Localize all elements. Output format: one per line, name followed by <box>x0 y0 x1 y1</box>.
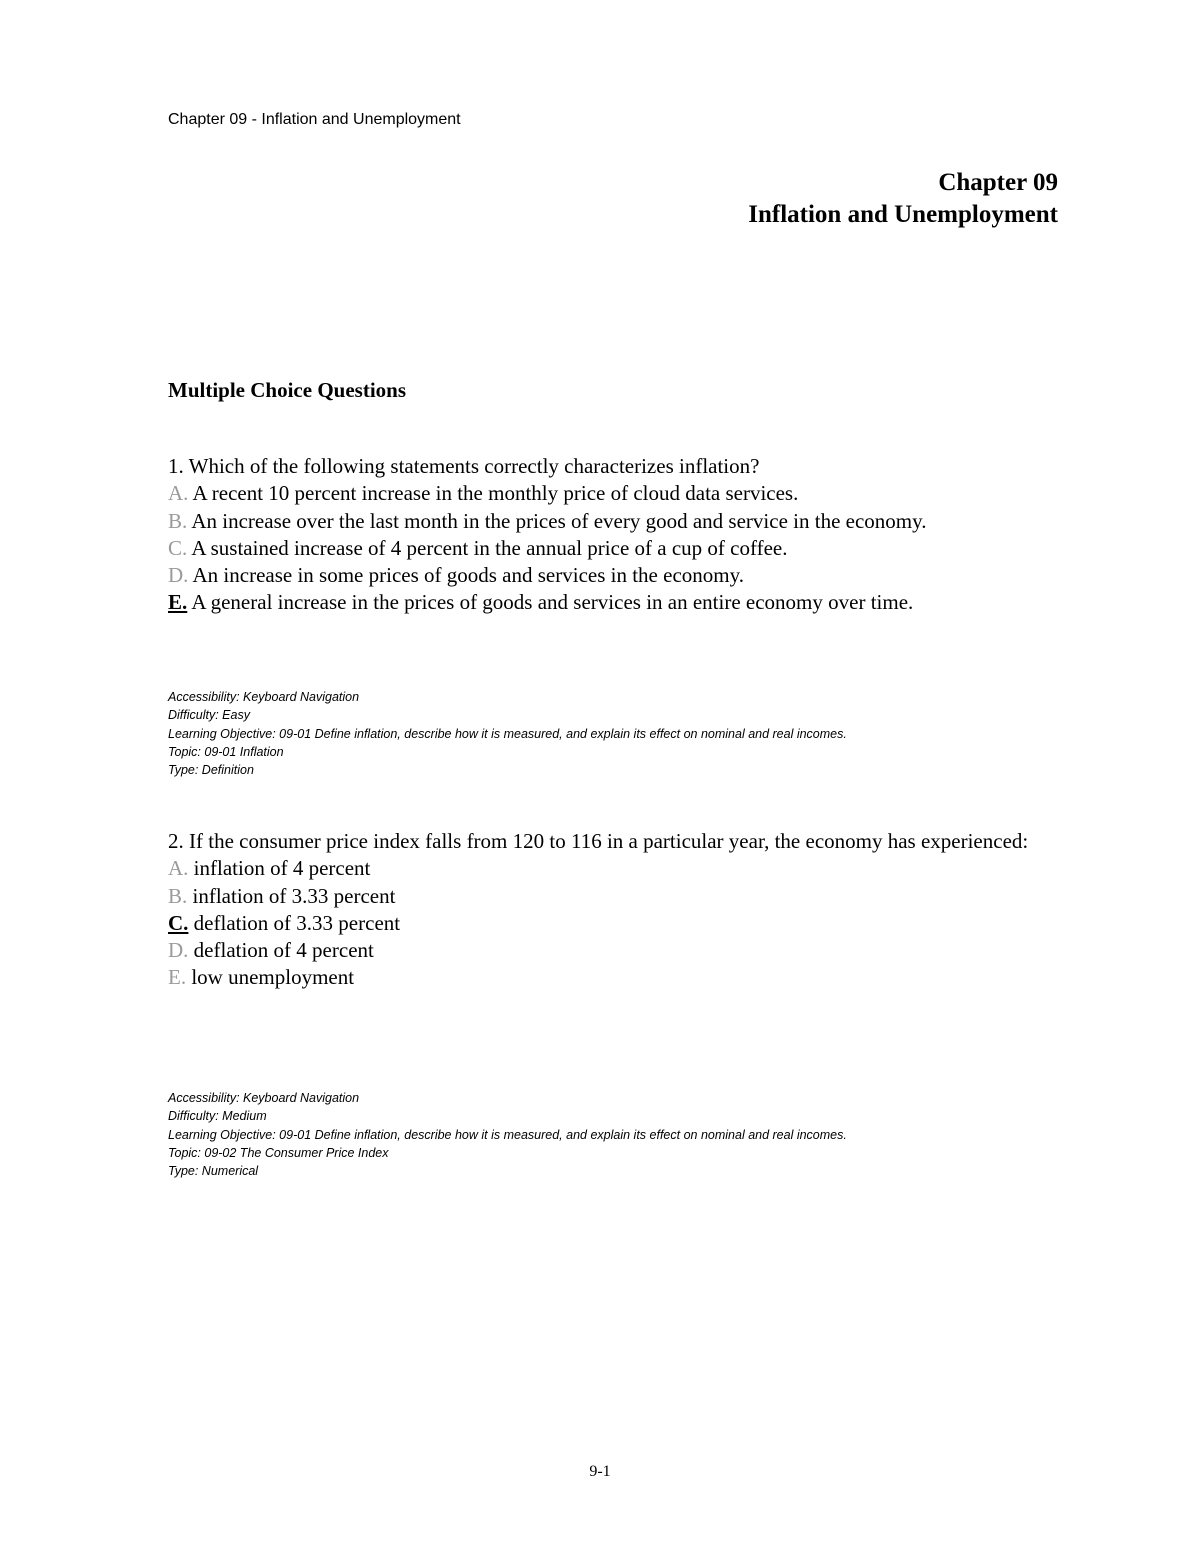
accessibility-tag: Accessibility: Keyboard Navigation <box>168 690 360 704</box>
section-heading: Multiple Choice Questions <box>168 378 407 402</box>
question-1 <box>168 453 1048 617</box>
chapter-title-block <box>748 167 1058 231</box>
correct-option-letter: E. <box>168 590 188 615</box>
option-letter: B. <box>168 883 188 908</box>
type-tag: Type: Definition <box>168 763 254 778</box>
answer-option-b <box>168 883 1048 910</box>
answer-option-d <box>168 937 1048 964</box>
option-text: A recent 10 percent increase in the monthly price of cloud data services. <box>188 481 799 506</box>
chapter-number: Chapter 09 <box>938 169 1058 196</box>
option-letter: B. <box>168 508 188 533</box>
option-letter: A. <box>168 856 189 881</box>
answer-option-e <box>168 589 1048 616</box>
question-2 <box>168 828 1048 992</box>
option-letter: A. <box>168 481 189 506</box>
answer-option-e <box>168 964 1048 991</box>
chapter-name: Inflation and Unemployment <box>748 201 1058 228</box>
option-letter: E. <box>168 965 187 990</box>
option-text: An increase in some prices of goods and services in the economy. <box>188 563 744 588</box>
answer-option-c <box>168 535 1048 562</box>
learning-objective-tag: Learning Objective: 09-01 Define inflation, describe how it is measured, and explain its effect on nominal and real incomes. <box>168 1127 847 1142</box>
answer-option-b <box>168 508 1048 535</box>
answer-option-a <box>168 480 1048 507</box>
option-text: A general increase in the prices of goods and services in an entire economy over time. <box>187 590 914 615</box>
question-2-metadata <box>168 1089 847 1180</box>
option-text: inflation of 4 percent <box>188 856 371 881</box>
answer-option-a <box>168 855 1048 882</box>
correct-option-letter: C. <box>168 910 189 935</box>
question-1-metadata <box>168 688 847 779</box>
difficulty-tag: Difficulty: Easy <box>168 708 250 723</box>
question-stem: 1. Which of the following statements correctly characterizes inflation? <box>168 454 760 478</box>
option-letter: D. <box>168 938 189 963</box>
answer-option-d <box>168 562 1048 589</box>
running-header: Chapter 09 - Inflation and Unemployment <box>168 111 461 128</box>
option-text: inflation of 3.33 percent <box>187 883 396 908</box>
accessibility-tag: Accessibility: Keyboard Navigation <box>168 1091 360 1105</box>
question-stem: 2. If the consumer price index falls from 120 to 116 in a particular year, the economy has experienced: <box>168 829 1029 853</box>
topic-tag: Topic: 09-02 The Consumer Price Index <box>168 1145 389 1160</box>
option-text: deflation of 4 percent <box>188 938 374 963</box>
option-text: low unemployment <box>186 965 355 990</box>
page-number: 9-1 <box>589 1463 611 1480</box>
option-letter: C. <box>168 535 188 560</box>
learning-objective-tag: Learning Objective: 09-01 Define inflation, describe how it is measured, and explain its effect on nominal and real incomes. <box>168 726 847 741</box>
difficulty-tag: Difficulty: Medium <box>168 1109 267 1124</box>
option-text: deflation of 3.33 percent <box>188 910 401 935</box>
answer-option-c <box>168 910 1048 937</box>
option-text: An increase over the last month in the prices of every good and service in the economy. <box>187 508 927 533</box>
topic-tag: Topic: 09-01 Inflation <box>168 744 284 759</box>
type-tag: Type: Numerical <box>168 1164 259 1179</box>
option-text: A sustained increase of 4 percent in the annual price of a cup of coffee. <box>187 535 788 560</box>
option-letter: D. <box>168 563 189 588</box>
